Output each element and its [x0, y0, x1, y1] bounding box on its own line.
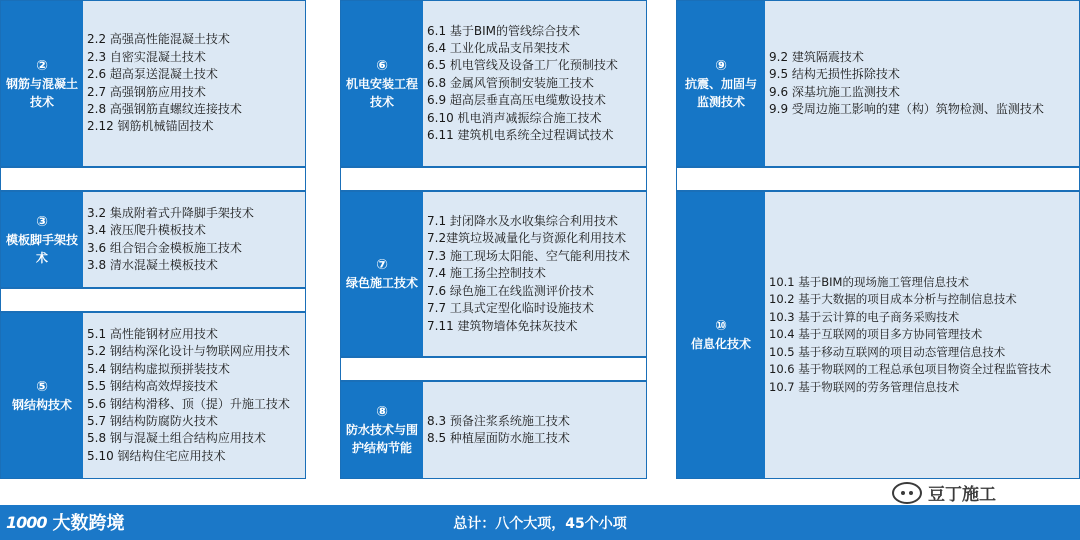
category-card-c5: [0, 312, 306, 479]
category-card-c7: [340, 191, 647, 357]
brand-mark-icon: 1000: [6, 512, 47, 532]
category-title: 抗震、加固与监测技术: [684, 76, 757, 109]
category-items: [83, 192, 305, 287]
tech-item: 9.9 受周边施工影响的建（构）筑物检测、监测技术: [769, 101, 1044, 116]
tech-item: 5.2 钢结构深化设计与物联网应用技术: [87, 344, 290, 359]
tech-item: 2.3 自密实混凝土技术: [87, 49, 206, 64]
category-header: [341, 192, 423, 356]
category-header: [1, 1, 83, 166]
category-number: ⑥: [376, 57, 388, 74]
tech-item: 9.5 结构无损性拆除技术: [769, 67, 900, 82]
tech-item: 7.7 工具式定型化临时设施技术: [427, 301, 594, 316]
category-title: 模板脚手架技术: [5, 232, 78, 265]
tech-item: 10.6 基于物联网的工程总承包项目物资全过程监管技术: [769, 362, 1052, 377]
category-card-c9: [676, 0, 1080, 167]
category-items: [83, 1, 305, 166]
tech-item: 7.11 建筑物墙体免抹灰技术: [427, 318, 578, 333]
category-title: 钢结构技术: [11, 397, 72, 412]
tech-item: 2.6 超高泵送混凝土技术: [87, 67, 218, 82]
category-header: [1, 192, 83, 287]
brand-name: 大数跨境: [52, 513, 125, 534]
tech-item: 10.1 基于BIM的现场施工管理信息技术: [769, 275, 969, 290]
tech-item: 6.9 超高层垂直高压电缆敷设技术: [427, 93, 606, 108]
wechat-icon: [892, 482, 922, 504]
brand-logo: [6, 507, 125, 537]
category-card-c3: [0, 191, 306, 288]
category-items: [83, 313, 305, 478]
tech-item: 3.8 清水混凝土模板技术: [87, 257, 218, 272]
category-number: ⑦: [376, 257, 388, 273]
tech-item: 6.1 基于BIM的管线综合技术: [427, 23, 581, 38]
watermark: [892, 480, 996, 505]
tech-item: 3.6 组合铝合金模板施工技术: [87, 240, 242, 255]
category-card-c2: [0, 0, 306, 167]
category-items: [423, 382, 646, 478]
category-items: [423, 1, 646, 166]
category-items: [765, 1, 1079, 166]
category-number: ⑤: [36, 378, 48, 395]
tech-item: 7.3 施工现场太阳能、空气能利用技术: [427, 248, 630, 263]
tech-item: 5.10 钢结构住宅应用技术: [87, 448, 226, 463]
spacer-strip: [0, 288, 306, 312]
category-number: ②: [36, 57, 48, 74]
tech-item: 7.2建筑垃圾减量化与资源化利用技术: [427, 231, 627, 246]
tech-item: 2.7 高强钢筋应用技术: [87, 84, 206, 99]
tech-item: 7.6 绿色施工在线监测评价技术: [427, 283, 594, 298]
spacer-strip: [340, 167, 647, 191]
tech-item: 5.5 钢结构高效焊接技术: [87, 379, 218, 394]
tech-item: 8.5 种植屋面防水施工技术: [427, 431, 570, 445]
category-title: 钢筋与混凝土技术: [5, 76, 78, 109]
tech-item: 6.8 金属风管预制安装施工技术: [427, 75, 594, 90]
tech-item: 2.2 高强高性能混凝土技术: [87, 32, 230, 47]
category-number: ⑩: [715, 318, 727, 334]
category-header: [1, 313, 83, 478]
category-card-c6: [340, 0, 647, 167]
spacer-strip: [676, 167, 1080, 191]
category-title: 机电安装工程技术: [345, 76, 418, 109]
category-header: [677, 192, 765, 478]
tech-item: 5.8 钢与混凝土组合结构应用技术: [87, 431, 266, 446]
tech-item: 10.5 基于移动互联网的项目动态管理信息技术: [769, 344, 1006, 359]
tech-item: 5.1 高性能钢材应用技术: [87, 326, 218, 341]
summary-footer: [0, 505, 1080, 540]
category-number: ③: [36, 213, 48, 230]
category-items: [423, 192, 646, 356]
category-header: [677, 1, 765, 166]
tech-item: 9.2 建筑隔震技术: [769, 49, 864, 64]
tech-item: 6.5 机电管线及设备工厂化预制技术: [427, 58, 618, 73]
tech-item: 6.10 机电消声减振综合施工技术: [427, 110, 602, 125]
tech-item: 10.3 基于云计算的电子商务采购技术: [769, 309, 960, 324]
category-items: [765, 192, 1079, 478]
tech-item: 6.4 工业化成品支吊架技术: [427, 40, 570, 55]
tech-item: 3.4 液压爬升模板技术: [87, 223, 206, 238]
tech-item: 6.11 建筑机电系统全过程调试技术: [427, 128, 614, 143]
summary-text: 总计：八个大项，45个小项: [453, 515, 627, 532]
tech-item: 7.4 施工扬尘控制技术: [427, 266, 546, 281]
category-title: 信息化技术: [690, 337, 751, 351]
tech-item: 10.7 基于物联网的劳务管理信息技术: [769, 379, 960, 394]
tech-item: 2.8 高强钢筋直螺纹连接技术: [87, 101, 242, 116]
category-title: 绿色施工技术: [345, 276, 418, 290]
tech-item: 7.1 封闭降水及水收集综合利用技术: [427, 214, 618, 229]
tech-item: 9.6 深基坑施工监测技术: [769, 84, 900, 99]
category-title: 防水技术与围护结构节能: [345, 423, 418, 455]
tech-item: 10.2 基于大数据的项目成本分析与控制信息技术: [769, 292, 1017, 307]
spacer-strip: [0, 167, 306, 191]
tech-item: 5.4 钢结构虚拟预拼装技术: [87, 361, 230, 376]
category-card-c8: [340, 381, 647, 479]
watermark-text: 豆丁施工: [928, 485, 996, 505]
tech-item: 5.7 钢结构防腐防火技术: [87, 413, 218, 428]
category-card-c10: [676, 191, 1080, 479]
tech-item: 10.4 基于互联网的项目多方协同管理技术: [769, 327, 983, 342]
tech-item: 8.3 预备注浆系统施工技术: [427, 413, 570, 428]
tech-item: 3.2 集成附着式升降脚手架技术: [87, 205, 254, 220]
category-number: ⑨: [715, 57, 727, 74]
category-header: [341, 1, 423, 166]
spacer-strip: [340, 357, 647, 381]
category-header: [341, 382, 423, 478]
tech-item: 5.6 钢结构滑移、顶（提）升施工技术: [87, 396, 290, 411]
tech-item: 2.12 钢筋机械锚固技术: [87, 119, 214, 134]
category-number: ⑧: [376, 404, 388, 420]
